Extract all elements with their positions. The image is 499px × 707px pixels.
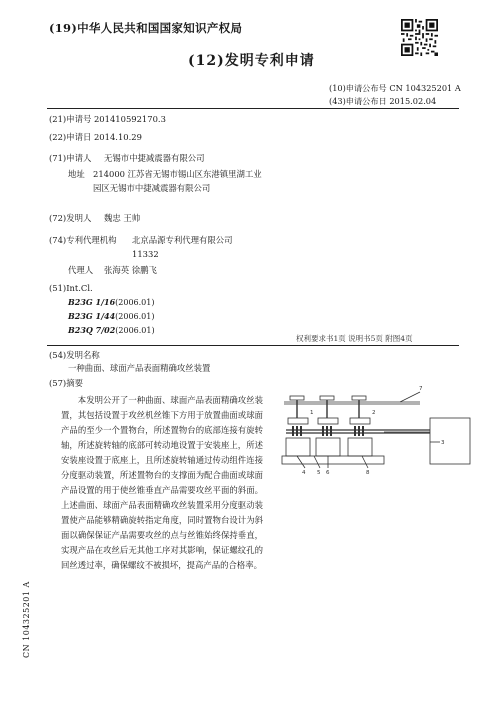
figure-label: 4 <box>302 470 306 476</box>
applicant-label: (71)申请人 <box>49 153 92 163</box>
biblio-divider <box>47 345 459 346</box>
qr-code-icon <box>401 19 438 56</box>
document-type: (12)发明专利申请 <box>188 53 315 69</box>
ipc-date: (2006.01) <box>115 312 155 321</box>
inventor-names: 魏忠 王帅 <box>104 213 141 223</box>
figure-label: 6 <box>326 470 330 476</box>
issuing-office: (19)中华人民共和国国家知识产权局 <box>49 21 243 35</box>
header-divider <box>47 108 459 109</box>
agency-label: (74)专利代理机构 <box>49 235 117 245</box>
abstract-text: 本发明公开了一种曲面、球面产品表面精确攻丝装置，其包括设置于攻丝机丝锥下方用于放置曲面或球面产品的至少一个置物台，所述置物台的底部连接有旋转轴，所述旋转轴的底部可转动地设置于安装座上，所述安装座设置于底座上，且所述旋转轴通过传动组件连接分度驱动装置，所述置物台的支撑面为配合曲面或球面产品设置的用于使丝锥垂直产品需要攻丝平面的斜面。上述曲面、球面产品表面精确攻丝装置采用分度驱动装置使产品能够精确旋转指定角度，同时置物台设计为斜面以确保保证产品需要攻丝的点与丝锥始终保持垂直，实现产品在攻丝后无其他工序对其影响，保证螺纹孔的回丝透过率，确保螺纹不被损坏，提高产品的合格率。 <box>61 395 263 570</box>
figure-label: 5 <box>317 470 321 476</box>
tap-assembly <box>290 396 366 418</box>
applicant-address: 214000 江苏省无锡市锡山区东港镇里湖工业园区无锡市中捷减震器有限公司 <box>93 169 262 193</box>
publication-date: (43)申请公布日 2015.02.04 <box>329 96 437 106</box>
placement-platforms <box>288 418 370 424</box>
ipc-label: (51)Int.Cl. <box>49 283 93 293</box>
abstract-figure <box>280 382 480 494</box>
address-label: 地址 <box>68 169 85 179</box>
indexing-drive <box>430 418 470 464</box>
agency-name: 北京品源专利代理有限公司 11332 <box>132 235 233 259</box>
abstract-label: (57)摘要 <box>49 378 83 388</box>
figure-label: 1 <box>310 410 314 416</box>
invention-title: 一种曲面、球面产品表面精确攻丝装置 <box>68 363 211 373</box>
filing-date: (22)申请日 2014.10.29 <box>49 132 142 142</box>
figure-label: 8 <box>366 470 370 476</box>
ipc-date: (2006.01) <box>115 326 155 335</box>
application-number: (21)申请号 201410592170.3 <box>49 114 166 124</box>
ipc-entry <box>68 297 154 307</box>
title-label: (54)发明名称 <box>49 350 100 360</box>
agent-names: 张海英 徐鹏飞 <box>104 265 157 275</box>
side-publication-number: CN 104325201 A <box>22 581 31 658</box>
figure-label: 7 <box>419 386 423 392</box>
ipc-entry <box>68 311 154 321</box>
ipc-code: B23Q 7/02 <box>68 325 116 335</box>
ipc-entry <box>68 325 155 335</box>
applicant-name: 无锡市中捷减震器有限公司 <box>104 153 205 163</box>
agent-label: 代理人 <box>68 265 94 275</box>
ipc-code: B23G 1/16 <box>68 297 116 307</box>
ipc-date: (2006.01) <box>115 298 155 307</box>
publication-number: (10)申请公布号 CN 104325201 A <box>329 83 461 93</box>
base <box>282 456 384 464</box>
inventor-label: (72)发明人 <box>49 213 92 223</box>
ipc-code: B23G 1/44 <box>68 311 116 321</box>
figure-label: 3 <box>441 440 445 446</box>
page-counts: 权利要求书1页 说明书5页 附图4页 <box>296 334 413 343</box>
mounting-seats <box>286 438 372 456</box>
gear-pattern <box>292 426 364 436</box>
figure-label: 2 <box>372 410 376 416</box>
